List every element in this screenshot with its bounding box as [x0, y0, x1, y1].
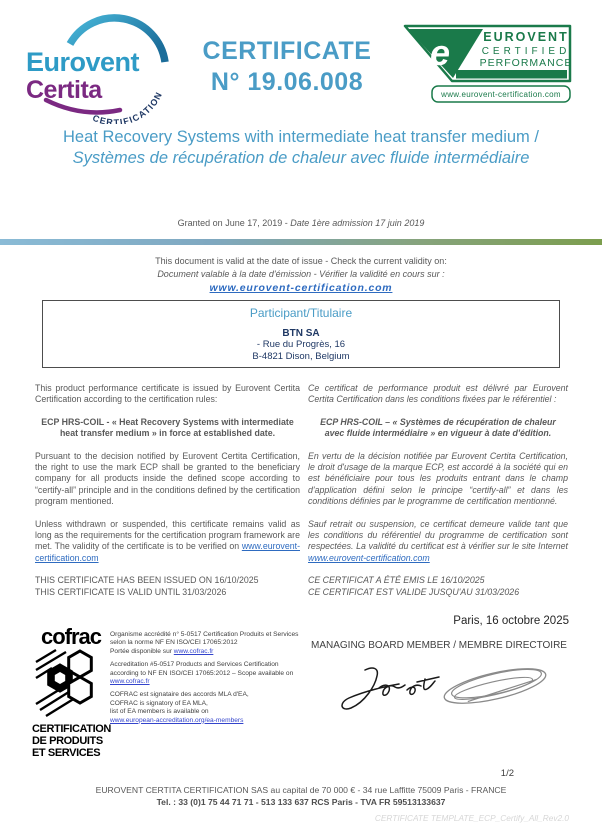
ecp-performance-badge — [392, 24, 574, 115]
page-number: 1/2 — [500, 768, 514, 779]
cofrac-accr-fr-scope: Portée disponible sur — [110, 647, 174, 655]
document-title-en: Heat Recovery Systems with intermediate heat transfer medium / — [63, 128, 539, 146]
cofrac-accr-fr-text: Organisme accrédité n° 5-0517 Certification Produits et Services selon la norme NF EN ISO/CEI 17065:2012 — [110, 631, 299, 647]
en-dates — [35, 575, 300, 598]
cofrac-caption3: ET SERVICES — [32, 747, 101, 759]
participant-box — [42, 300, 560, 368]
ecp-line2: CERTIFIED — [481, 46, 571, 57]
document-title — [31, 127, 571, 168]
brand-certification-arc: CERTIFICATION — [91, 89, 165, 124]
fr-grant: En vertu de la décision notifiée par Eurovent Certita Certification, le droit d'usage de la marque ECP, est accordé à la société qui en est bénéficiaire pour tous les produits entrant dans le champ d'application défini selon le principe “certify-all” et dans les conditions définies par le programme de certification mentionné. — [308, 450, 568, 507]
cofrac-accr-fr — [110, 631, 300, 656]
signature — [335, 656, 555, 723]
en-valid-until: THIS CERTIFICATE IS VALID UNTIL 31/03/2026 — [35, 586, 227, 597]
certificate-label: CERTIFICATE — [202, 37, 372, 65]
ecp-performance-badge-icon — [392, 24, 574, 110]
svg-text:CERTIFICATION — [91, 90, 164, 124]
signature-icon — [335, 656, 555, 718]
eurovent-certita-logo-icon — [26, 10, 178, 124]
ecp-line3: PERFORMANCE — [479, 57, 573, 69]
fr-dates — [308, 575, 568, 598]
certificate-number: N° 19.06.008 — [210, 68, 364, 96]
body-column-en — [35, 383, 300, 598]
cofrac-logo — [30, 626, 112, 773]
cofrac-mla-en: COFRAC is signatory of EA MLA, — [110, 699, 208, 707]
cofrac-mla-list: list of EA members is available on — [110, 708, 209, 716]
cofrac-en-link[interactable]: www.cofrac.fr — [110, 678, 150, 686]
footer-company-line: EUROVENT CERTITA CERTIFICATION SAS au capital de 70 000 € - 34 rue Laffitte 75009 Paris - FRANCE — [95, 785, 507, 795]
granted-fr: Date 1ère admission 17 juin 2019 — [290, 218, 425, 228]
fr-validity-paragraph — [308, 519, 568, 565]
cofrac-mla-fr: COFRAC est signataire des accords MLA d'EA, — [110, 691, 249, 699]
validity-fr: Document valable à la date d'émission - Vérifier la validité en cours sur : — [157, 269, 445, 279]
cofrac-accreditation-text — [110, 631, 300, 730]
place-and-date: Paris, 16 octobre 2025 — [453, 615, 569, 627]
document-title-fr: Systèmes de récupération de chaleur avec fluide intermédiaire — [72, 148, 530, 167]
body-column-fr — [308, 383, 568, 598]
ecp-line1: EUROVENT — [483, 30, 569, 44]
cofrac-accr-en-text: Accreditation #5-0517 Products and Services Certification according to NF EN ISO/CEI 17065:2012 – Scope available on — [110, 661, 294, 677]
footer-contact-line: Tel. : 33 (0)1 75 44 71 71 - 513 133 637 RCS Paris - TVA FR 59513133637 — [156, 797, 446, 807]
cofrac-wordmark: cofrac — [40, 626, 102, 649]
eurovent-e-icon: e — [430, 32, 451, 73]
en-program: ECP HRS-COIL - « Heat Recovery Systems with intermediate heat transfer medium » in force at established date. — [41, 416, 294, 439]
signature-scribble — [441, 662, 548, 711]
signature-handwriting — [342, 668, 439, 709]
en-validity-link[interactable]: www.eurovent-certification.com — [35, 541, 300, 563]
brand-eurovent: Eurovent — [26, 47, 140, 77]
granted-line — [0, 218, 602, 228]
participant-name: BTN SA — [282, 328, 320, 339]
participant-heading: Participant/Titulaire — [249, 306, 353, 320]
en-issued: THIS CERTIFICATE HAS BEEN ISSUED ON 16/10/2025 — [35, 575, 259, 586]
cofrac-mla — [110, 691, 300, 725]
fr-valid-until: CE CERTIFICAT EST VALIDE JUSQU'AU 31/03/2026 — [308, 586, 520, 597]
cofrac-hexagon-art — [36, 650, 91, 716]
eurovent-certita-logo — [26, 10, 178, 129]
fr-validity-link[interactable]: www.eurovent-certification.com — [308, 552, 430, 563]
fr-intro: Ce certificat de performance produit est délivré par Eurovent Certita Certification dans les conditions fixées par le référentiel : — [308, 383, 568, 405]
cofrac-accr-en — [110, 661, 300, 686]
badge-url[interactable]: www.eurovent-certification.com — [441, 90, 561, 99]
validity-link[interactable]: www.eurovent-certification.com — [209, 282, 393, 294]
cofrac-caption1: CERTIFICATION — [32, 723, 111, 735]
participant-address-line1: - Rue du Progrès, 16 — [256, 339, 346, 350]
fr-validity-text: Sauf retrait ou suspension, ce certificat demeure valide tant que les conditions du référentiel du programme de certification sont respectées. La validité du certificat est à vérifier sur le site Internet — [308, 518, 568, 552]
certificate-heading — [178, 36, 396, 98]
en-intro: This product performance certificate is issued by Eurovent Certita Certification according to the certification rules: — [35, 383, 300, 405]
validity-en: This document is valid at the date of issue - Check the current validity on: — [155, 256, 447, 266]
fr-program: ECP HRS-COIL – « Systèmes de récupération de chaleur avec fluide intermédiaire » en vigueur à date d'édition. — [320, 416, 556, 439]
badge-green-bar — [456, 70, 567, 79]
cofrac-logo-icon — [30, 626, 112, 768]
brand-certita: Certita — [26, 76, 102, 104]
divider-gradient-bar — [0, 239, 602, 245]
signer-title: MANAGING BOARD MEMBER / MEMBRE DIRECTOIRE — [311, 640, 567, 651]
cofrac-fr-link[interactable]: www.cofrac.fr — [173, 647, 214, 655]
granted-en: Granted on June 17, 2019 - — [177, 218, 291, 228]
validity-block — [0, 255, 602, 295]
cofrac-ea-link[interactable]: www.european-accreditation.org/ea-members — [110, 716, 244, 724]
template-reference: CERTIFICATE TEMPLATE_ECP_Certify_All_Rev2.0 — [374, 813, 569, 823]
participant-address-line2: B-4821 Dison, Belgium — [252, 351, 350, 362]
en-grant: Pursuant to the decision notified by Eurovent Certita Certification, the right to use the mark ECP shall be granted to the beneficiary company for all products inside the defined scope according to “certify-all” principle and in the conditions defined by the certification program mentioned. — [35, 450, 300, 507]
en-validity-text: Unless withdrawn or suspended, this certificate remains valid as long as the requirements for the certification program framework are met. The validity of the certificate is to be verified on — [35, 518, 301, 552]
cofrac-caption2: DE PRODUITS — [32, 735, 103, 747]
en-validity-paragraph — [35, 519, 300, 565]
fr-issued: CE CERTIFICAT A ÉTÉ EMIS LE 16/10/2025 — [308, 575, 485, 586]
